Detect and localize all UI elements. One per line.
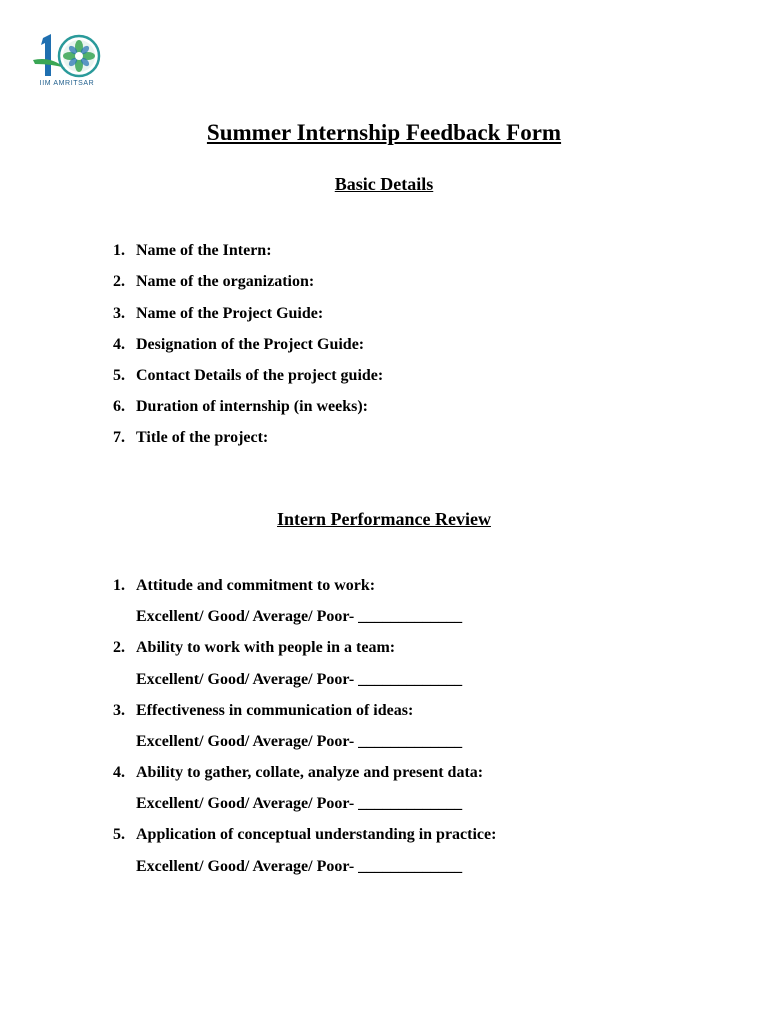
item-number: 4. — [113, 336, 125, 353]
question-label: Effectiveness in communication of ideas: — [136, 702, 414, 719]
question-label: Attitude and commitment to work: — [136, 577, 376, 594]
list-item — [0, 365, 700, 387]
list-item — [0, 303, 700, 325]
item-number: 5. — [113, 826, 125, 843]
performance-review-heading: Intern Performance Review — [277, 509, 491, 529]
item-number: 2. — [113, 639, 125, 656]
logo-text: IIM AMRITSAR — [39, 80, 95, 87]
rating-options: Excellent/ Good/ Average/ Poor- _____________ — [136, 858, 463, 875]
list-item — [0, 240, 700, 262]
rating-options: Excellent/ Good/ Average/ Poor- _____________ — [136, 795, 463, 812]
item-number: 6. — [113, 398, 125, 415]
item-label: Name of the Project Guide: — [136, 305, 324, 322]
rating-line — [0, 856, 700, 878]
item-number: 7. — [113, 429, 125, 446]
item-label: Title of the project: — [136, 429, 269, 446]
rating-options: Excellent/ Good/ Average/ Poor- _____________ — [136, 733, 463, 750]
item-number: 3. — [113, 702, 125, 719]
rating-line — [0, 606, 700, 628]
basic-details-heading: Basic Details — [334, 174, 434, 194]
rating-line — [0, 731, 700, 753]
item-number: 4. — [113, 764, 125, 781]
iim-amritsar-10-years-icon — [31, 30, 103, 80]
rating-line — [0, 793, 700, 815]
question-label: Ability to work with people in a team: — [136, 639, 396, 656]
item-number: 3. — [113, 305, 125, 322]
question-label: Ability to gather, collate, analyze and present data: — [136, 764, 484, 781]
iim-amritsar-logo — [31, 30, 103, 92]
question-label: Application of conceptual understanding in practice: — [136, 826, 497, 843]
item-number: 1. — [113, 577, 125, 594]
rating-line — [0, 669, 700, 691]
rating-options: Excellent/ Good/ Average/ Poor- _____________ — [136, 608, 463, 625]
list-item — [0, 396, 700, 418]
item-number: 5. — [113, 367, 125, 384]
item-label: Contact Details of the project guide: — [136, 367, 384, 384]
list-item — [0, 334, 700, 356]
review-question — [0, 637, 700, 659]
item-number: 2. — [113, 273, 125, 290]
list-item — [0, 427, 700, 449]
page-title: Summer Internship Feedback Form — [206, 120, 562, 145]
rating-options: Excellent/ Good/ Average/ Poor- _____________ — [136, 671, 463, 688]
review-question — [0, 762, 700, 784]
review-question — [0, 700, 700, 722]
review-question — [0, 824, 700, 846]
item-label: Name of the Intern: — [136, 242, 272, 259]
item-label: Designation of the Project Guide: — [136, 336, 365, 353]
item-label: Name of the organization: — [136, 273, 315, 290]
review-question — [0, 575, 700, 597]
list-item — [0, 271, 700, 293]
item-label: Duration of internship (in weeks): — [136, 398, 369, 415]
item-number: 1. — [113, 242, 125, 259]
